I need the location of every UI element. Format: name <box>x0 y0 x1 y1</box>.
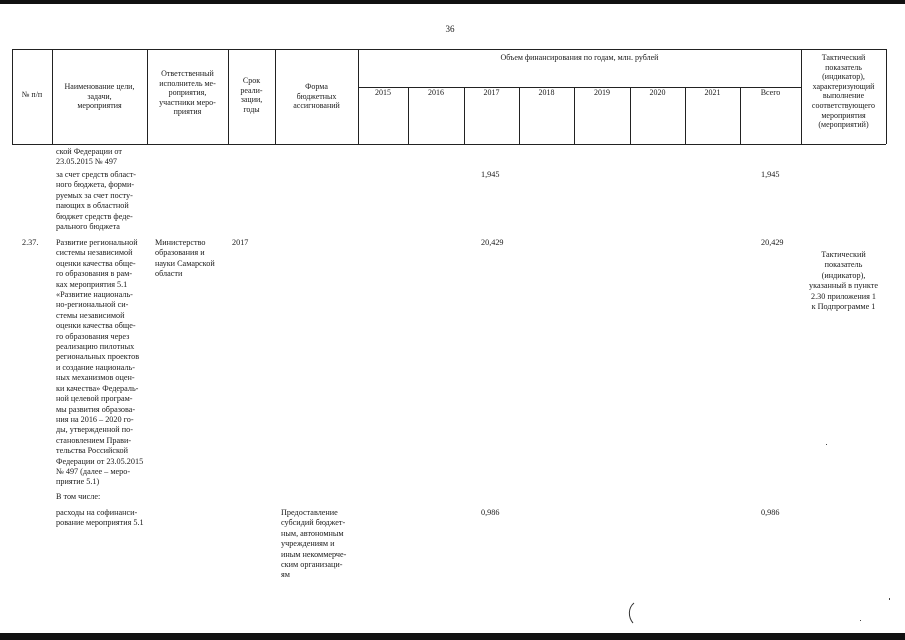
header-term: Срок реали- зации, годы <box>240 76 263 114</box>
row-regional-budget-name: за счет средств област- ного бюджета, форми- руемых за счет посту- пающих в областной бюджет средств феде- рального бюджета <box>56 170 137 232</box>
header-year-2018: 2018 <box>538 88 555 97</box>
row-2-37-indicator: Тактический показатель (индикатор), указанный в пункте 2.30 приложения 1 к Подпрограмме 1 <box>809 250 878 312</box>
header-executor: Ответственный исполнитель ме- роприятия, участники меро- приятия <box>159 69 216 117</box>
scan-top-border <box>0 0 905 4</box>
scan-artifact-dot <box>826 444 827 445</box>
page-number: 36 <box>445 24 455 34</box>
row-2-37-number: 2.37. <box>22 238 39 247</box>
row-2-37-name: Развитие региональной системы независимой оценки качества обще- го образования в рам- ках мероприятия 5.1 «Развитие националь- но-региональной си- стемы независимой оценки качества обще- го образования через реализацию пилотных региональных проектов и создание националь- ных механизмов оцен- ки качества» Федераль- ной целевой програм- мы развития образова- ния на 2016 – 2020 го- ды, утвержденной по- становлением Прави- тельства Российской Федерации от 23.05.2015 № 497 (далее – меро- приятие 5.1) <box>56 238 144 487</box>
row-continuation-name: ской Федерации от 23.05.2015 № 497 <box>56 147 122 167</box>
header-indicator: Тактический показатель (индикатор), характеризующий выполнение соответствующего мероприятия (мероприятий) <box>811 53 876 130</box>
scan-artifact-mark <box>626 602 636 624</box>
header-year-2020: 2020 <box>649 88 666 97</box>
header-year-2017: 2017 <box>483 88 500 97</box>
header-year-2021: 2021 <box>704 88 721 97</box>
scan-artifact-dot <box>860 620 861 621</box>
header-year-2019: 2019 <box>594 88 610 97</box>
header-name: Наименование цели, задачи, мероприятия <box>64 82 135 111</box>
scan-bottom-border <box>0 633 905 640</box>
row-cofinancing-total: 0,986 <box>761 508 780 517</box>
header-form: Форма бюджетных ассигнований <box>293 82 340 111</box>
header-year-2016: 2016 <box>428 88 444 97</box>
row-cofinancing-form: Предоставление субсидий бюджет- ным, автономным учреждениям и иным некоммерче- ским организаци- ям <box>281 508 347 580</box>
scan-artifact-dot <box>889 598 890 600</box>
header-total: Всего <box>760 88 781 97</box>
row-2-37-total: 20,429 <box>761 238 784 247</box>
header-no: № п/п <box>21 90 43 99</box>
header-financing: Объем финансирования по годам, млн. рублей <box>500 53 659 62</box>
row-cofinancing-name: расходы на софинанси- рование мероприятия 5.1 <box>56 508 144 528</box>
row-2-37-executor: Министерство образования и науки Самарской области <box>155 238 215 279</box>
row-regional-budget-2017: 1,945 <box>481 170 500 179</box>
row-2-37-2017: 20,429 <box>481 238 504 247</box>
row-regional-budget-total: 1,945 <box>761 170 780 179</box>
header-year-2015: 2015 <box>375 88 391 97</box>
row-including-label: В том числе: <box>56 492 101 501</box>
row-2-37-term: 2017 <box>232 238 249 247</box>
row-cofinancing-2017: 0,986 <box>481 508 500 517</box>
